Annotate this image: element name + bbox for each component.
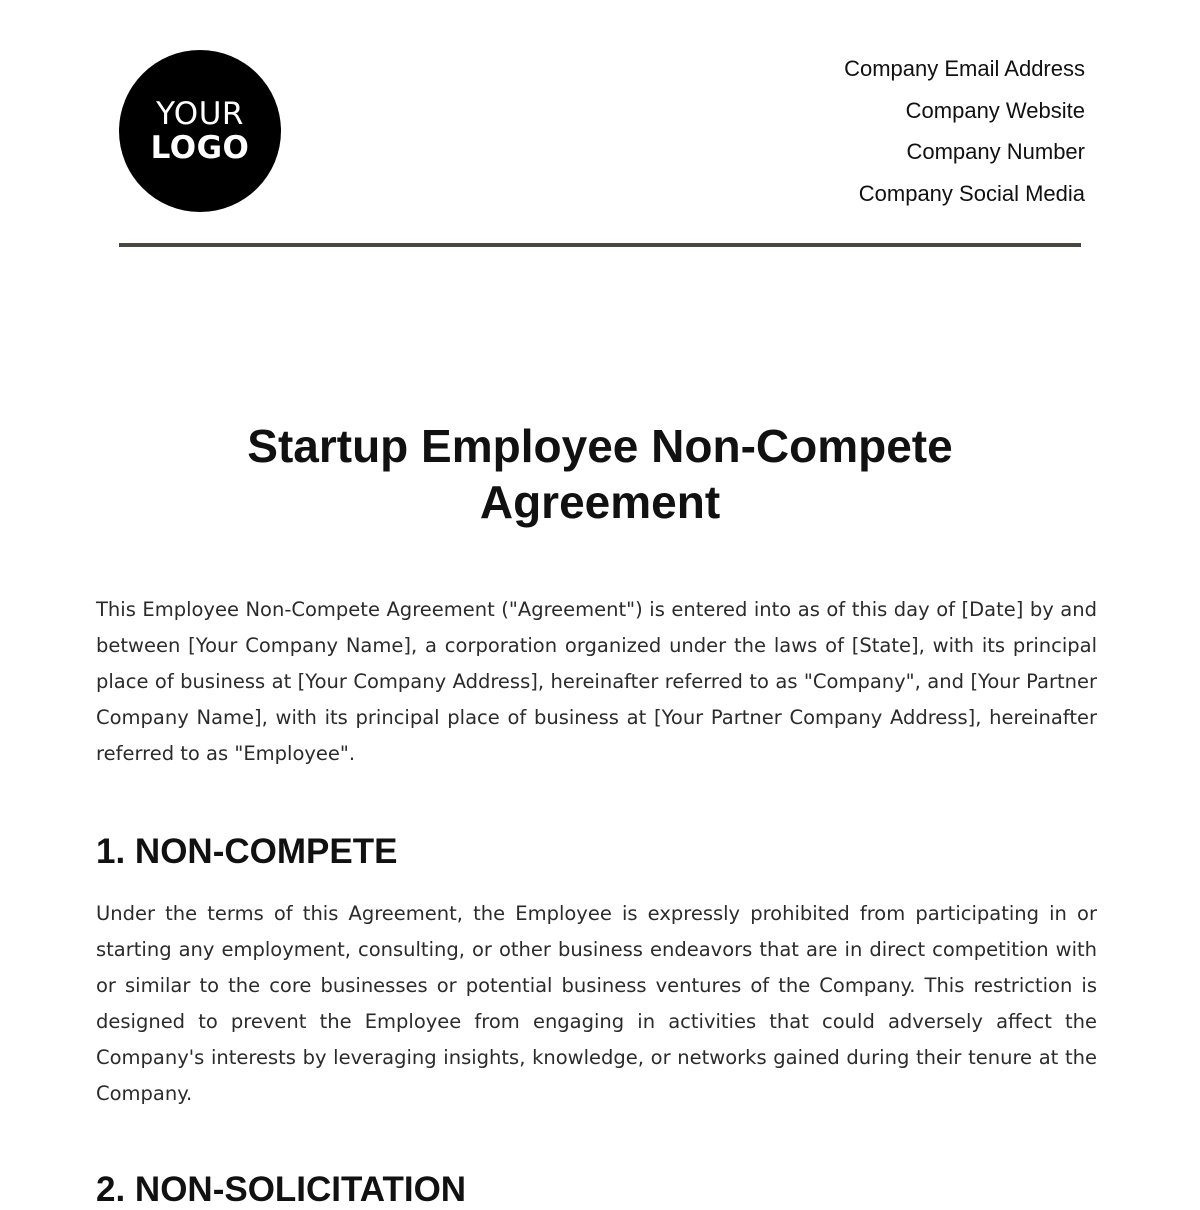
company-email: Company Email Address [844, 56, 1085, 81]
logo-line-2: LOGO [150, 129, 250, 166]
company-website: Company Website [905, 97, 1085, 123]
document-title [0, 418, 1200, 530]
company-logo [119, 50, 281, 212]
logo-line-1: YOUR [156, 95, 244, 132]
company-number: Company Number [906, 139, 1085, 164]
section-heading-non-compete: 1. NON-COMPETE [96, 832, 398, 871]
document-title-line-1: Startup Employee Non-Compete [247, 420, 953, 472]
company-contact-block [844, 53, 1085, 219]
company-social-media: Company Social Media [858, 180, 1085, 206]
intro-paragraph: This Employee Non-Compete Agreement ("Agreement") is entered into as of this day of [Date] by and between [Your Company Name], a corporation organized under the laws of [State], with its principal place of business at [Your Company Address], hereinafter referred to as "Company", and [Your Partner Company Name], with its principal place of business at [Your Partner Company Address], hereinafter referred to as "Employee". [96, 598, 1097, 765]
section-body-non-compete: Under the terms of this Agreement, the Employee is expressly prohibited from participating in or starting any employment, consulting, or other business endeavors that are in direct competition with or similar to the core businesses or potential business ventures of the Company. This restriction is designed to prevent the Employee from engaging in activities that could adversely affect the Company's interests by leveraging insights, knowledge, or networks gained during their tenure at the Company. [96, 902, 1097, 1105]
header-divider [119, 243, 1081, 247]
section-heading-non-solicitation: 2. NON-SOLICITATION [96, 1170, 467, 1209]
document-title-line-2: Agreement [479, 476, 721, 528]
